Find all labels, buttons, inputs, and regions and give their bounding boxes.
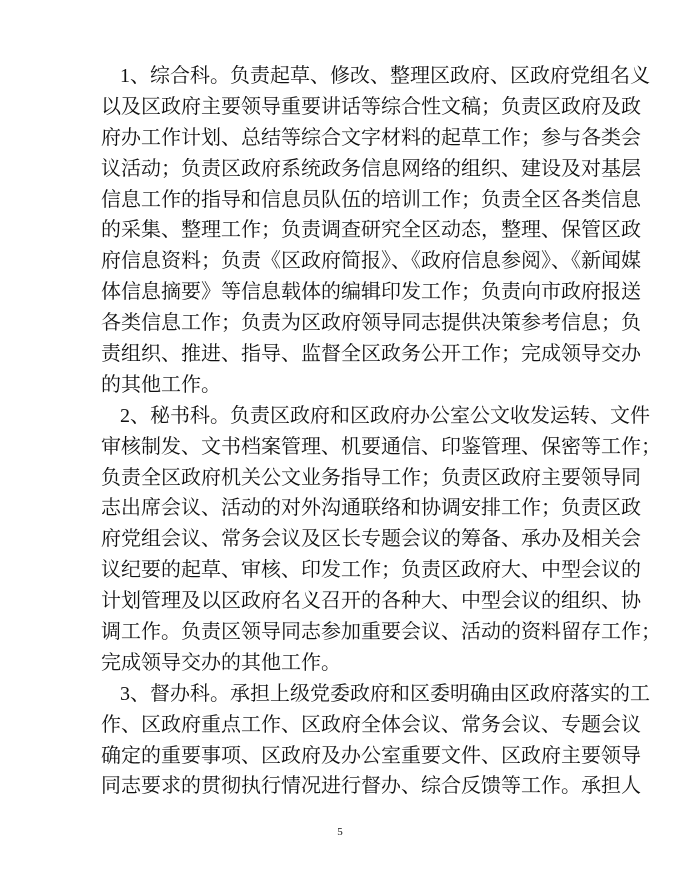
text-line: 的采集、整理工作；负责调查研究全区动态，整理、保管区政 [101,219,641,242]
text-line: 审核制发、文书档案管理、机要通信、印鉴管理、保密等工作； [101,435,661,458]
text-line: 府办工作计划、总结等综合文字材料的起草工作；参与各类会 [101,126,641,149]
text-line: 确定的重要事项、区政府及办公室重要文件、区政府主要领导 [101,744,641,767]
text-line: 2、秘书科。负责区政府和区政府办公室公文收发运转、文件 [120,404,650,427]
text-line: 责组织、推进、指导、监督全区政务公开工作；完成领导交办 [101,343,641,366]
text-line: 完成领导交办的其他工作。 [101,651,341,674]
page-number: 5 [337,826,343,838]
text-line: 同志要求的贯彻执行情况进行督办、综合反馈等工作。承担人 [101,775,641,798]
text-line: 计划管理及以区政府名义召开的各种大、中型会议的组织、协 [101,590,641,613]
text-line: 志出席会议、活动的对外沟通联络和协调安排工作；负责区政 [101,497,641,520]
paragraph [101,61,650,401]
text-line: 3、督办科。承担上级党委政府和区委明确由区政府落实的工 [120,682,650,705]
text-line: 负责全区政府机关公文业务指导工作；负责区政府主要领导同 [101,466,641,489]
text-line: 各类信息工作；负责为区政府领导同志提供决策参考信息；负 [101,312,641,335]
paragraph [101,401,661,679]
text-line: 信息工作的指导和信息员队伍的培训工作；负责全区各类信息 [101,188,641,211]
text-line: 府信息资料；负责《区政府简报》、《政府信息参阅》、《新闻媒 [101,250,641,273]
text-line: 府党组会议、常务会议及区长专题会议的筹备、承办及相关会 [101,528,641,551]
document-body [101,61,661,802]
text-line: 调工作。负责区领导同志参加重要会议、活动的资料留存工作； [101,621,661,644]
text-line: 1、综合科。负责起草、修改、整理区政府、区政府党组名义 [120,65,650,87]
text-line: 以及区政府主要领导重要讲话等综合性文稿；负责区政府及政 [101,95,641,118]
text-line: 的其他工作。 [101,373,221,396]
text-line: 体信息摘要》等信息载体的编辑印发工作；负责向市政府报送 [101,281,641,304]
text-line: 议活动；负责区政府系统政务信息网络的组织、建设及对基层 [101,157,641,180]
text-line: 议纪要的起草、审核、印发工作；负责区政府大、中型会议的 [101,559,641,582]
text-line: 作、区政府重点工作、区政府全体会议、常务会议、专题会议 [101,713,641,736]
paragraph [101,679,650,803]
